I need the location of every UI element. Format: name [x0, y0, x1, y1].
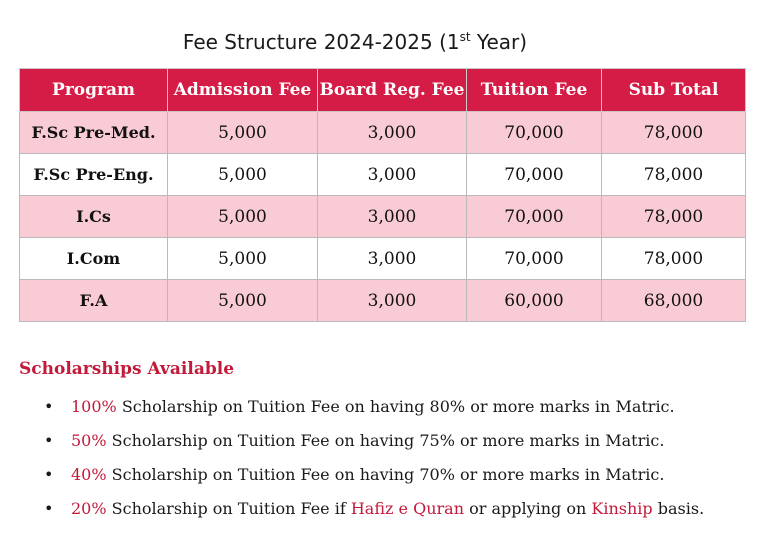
admission-fee-cell: 5,000: [168, 280, 318, 322]
scholarship-text: Scholarship on Tuition Fee if: [106, 499, 351, 518]
list-item: [44, 429, 704, 463]
tuition-fee-cell: 70,000: [467, 238, 602, 280]
fee-table: [19, 68, 746, 322]
table-row: [20, 238, 746, 280]
kinship-highlight: Kinship: [591, 499, 653, 518]
scholarship-text-end: basis.: [652, 499, 705, 518]
header-admission-fee: Admission Fee: [168, 69, 318, 112]
title-main: Fee Structure 2024-2025 (1: [182, 30, 460, 54]
list-item: [44, 463, 704, 497]
subtotal-cell: 78,000: [602, 112, 746, 154]
program-cell: I.Cs: [20, 196, 168, 238]
scholarship-percent: 50%: [71, 431, 107, 450]
table-row: [20, 154, 746, 196]
hafiz-highlight: Hafiz e Quran: [350, 499, 464, 518]
admission-fee-cell: 5,000: [168, 154, 318, 196]
header-program: Program: [20, 69, 168, 112]
tuition-fee-cell: 70,000: [467, 112, 602, 154]
page-title: [0, 30, 710, 54]
subtotal-cell: 78,000: [602, 196, 746, 238]
tuition-fee-cell: 70,000: [467, 196, 602, 238]
title-superscript: st: [459, 30, 471, 44]
table-header-row: [20, 69, 746, 112]
scholarship-text: Scholarship on Tuition Fee on having 70% or more marks in Matric.: [106, 465, 665, 484]
list-item: [44, 395, 704, 429]
board-fee-cell: 3,000: [318, 196, 467, 238]
scholarship-percent: 40%: [71, 465, 107, 484]
scholarship-list: [44, 395, 704, 531]
admission-fee-cell: 5,000: [168, 238, 318, 280]
program-cell: F.A: [20, 280, 168, 322]
tuition-fee-cell: 70,000: [467, 154, 602, 196]
table-row: [20, 280, 746, 322]
admission-fee-cell: 5,000: [168, 196, 318, 238]
subtotal-cell: 78,000: [602, 154, 746, 196]
board-fee-cell: 3,000: [318, 154, 467, 196]
scholarship-text: Scholarship on Tuition Fee on having 80% or more marks in Matric.: [116, 397, 675, 416]
bullet-icon: •: [44, 431, 54, 450]
subtotal-cell: 78,000: [602, 238, 746, 280]
program-cell: I.Com: [20, 238, 168, 280]
board-fee-cell: 3,000: [318, 112, 467, 154]
bullet-icon: •: [44, 465, 54, 484]
header-tuition-fee: Tuition Fee: [467, 69, 602, 112]
table-row: [20, 196, 746, 238]
admission-fee-cell: 5,000: [168, 112, 318, 154]
tuition-fee-cell: 60,000: [467, 280, 602, 322]
bullet-icon: •: [44, 397, 54, 416]
scholarship-percent: 100%: [71, 397, 117, 416]
program-cell: F.Sc Pre-Eng.: [20, 154, 168, 196]
table-row: [20, 112, 746, 154]
board-fee-cell: 3,000: [318, 280, 467, 322]
title-end: Year): [470, 30, 528, 54]
program-cell: F.Sc Pre-Med.: [20, 112, 168, 154]
scholarship-percent: 20%: [71, 499, 107, 518]
subtotal-cell: 68,000: [602, 280, 746, 322]
list-item: [44, 497, 704, 531]
bullet-icon: •: [44, 499, 54, 518]
scholarship-text-mid: or applying on: [464, 499, 592, 518]
header-sub-total: Sub Total: [602, 69, 746, 112]
board-fee-cell: 3,000: [318, 238, 467, 280]
scholarship-text: Scholarship on Tuition Fee on having 75% or more marks in Matric.: [106, 431, 665, 450]
header-board-reg-fee: Board Reg. Fee: [318, 69, 467, 112]
scholarships-heading: Scholarships Available: [19, 359, 235, 379]
